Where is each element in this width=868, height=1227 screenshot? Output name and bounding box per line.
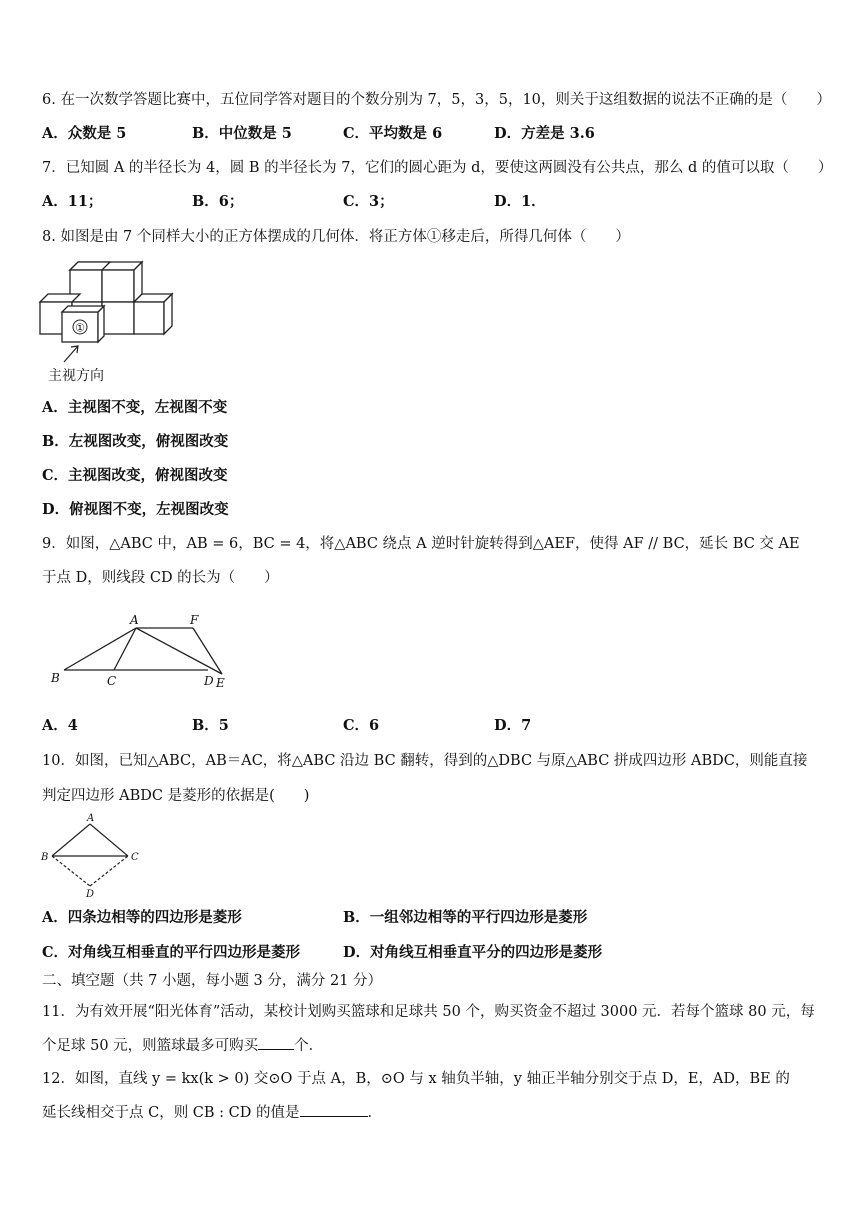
point-label-d: D bbox=[204, 674, 214, 688]
q8-figure-caption: 主视方向 bbox=[48, 368, 104, 384]
rhombus-label-b: B bbox=[41, 852, 49, 863]
q9-option-c: C．6 bbox=[343, 717, 380, 734]
q7-option-c: C．3； bbox=[343, 193, 394, 210]
q8-option-a: A．主视图不变，左视图不变 bbox=[42, 399, 228, 416]
q10-stem-line1: 10．如图，已知△ABC，AB＝AC，将△ABC 沿边 BC 翻转，得到的△DBC 与原△ABC 拼成四边形 ABDC，则能直接 bbox=[42, 753, 808, 769]
cube-marker-label: ① bbox=[75, 321, 85, 335]
q10-option-b: B．一组邻边相等的平行四边形是菱形 bbox=[343, 909, 588, 926]
q11-stem-line2 bbox=[42, 1035, 323, 1056]
point-label-a: A bbox=[130, 613, 139, 627]
rhombus-label-c: C bbox=[131, 852, 139, 863]
q7-option-b: B．6； bbox=[192, 193, 244, 210]
q10-rhombus-figure bbox=[38, 812, 148, 898]
q6-option-c: C．平均数是 6 bbox=[343, 125, 443, 142]
rhombus-label-a: A bbox=[87, 813, 95, 824]
q11-stem-line1: 11．为有效开展“阳光体育”活动，某校计划购买篮球和足球共 50 个，购买资金不超过 3000 元．若每个篮球 80 元，每 bbox=[42, 1004, 815, 1020]
q6-option-d: D．方差是 3.6 bbox=[494, 125, 595, 142]
q11-answer-blank[interactable] bbox=[258, 1035, 294, 1050]
q12-answer-blank[interactable] bbox=[300, 1102, 368, 1117]
q9-stem-line2: 于点 D，则线段 CD 的长为（ ） bbox=[42, 570, 279, 586]
q10-option-c: C．对角线互相垂直的平行四边形是菱形 bbox=[42, 944, 301, 961]
q9-option-b: B．5 bbox=[192, 717, 229, 734]
q6-option-a: A．众数是 5 bbox=[42, 125, 127, 142]
q10-option-a: A．四条边相等的四边形是菱形 bbox=[42, 909, 242, 926]
q12-stem-line2 bbox=[42, 1102, 382, 1123]
q7-stem: 7．已知圆 A 的半径长为 4，圆 B 的半径长为 7，它们的圆心距为 d，要使这两圆没有公共点，那么 d 的值可以取（ ） bbox=[42, 160, 833, 176]
q8-option-b: B．左视图改变，俯视图改变 bbox=[42, 433, 229, 450]
q8-stem: 8. 如图是由 7 个同样大小的正方体摆成的几何体．将正方体①移走后，所得几何体（ ） bbox=[42, 229, 630, 245]
point-label-c: C bbox=[107, 674, 117, 688]
q11-stem-text-b: 个． bbox=[294, 1038, 324, 1054]
q7-option-d: D．1． bbox=[494, 193, 546, 210]
q12-stem-text-b: ． bbox=[367, 1105, 382, 1121]
q12-stem-text-a: 延长线相交于点 C，则 CB : CD 的值是 bbox=[42, 1105, 300, 1121]
q8-option-d: D．俯视图不变，左视图改变 bbox=[42, 501, 229, 518]
view-direction-arrow bbox=[64, 346, 78, 362]
q9-option-d: D．7 bbox=[494, 717, 532, 734]
q12-stem-line1: 12．如图，直线 y = kx(k > 0) 交⊙O 于点 A，B，⊙O 与 x 轴负半轴，y 轴正半轴分别交于点 D，E，AD，BE 的 bbox=[42, 1071, 790, 1087]
q10-option-d: D．对角线互相垂直平分的四边形是菱形 bbox=[343, 944, 603, 961]
q6-option-b: B．中位数是 5 bbox=[192, 125, 292, 142]
q10-stem-line2: 判定四边形 ABDC 是菱形的依据是( ) bbox=[42, 788, 310, 804]
rhombus-label-d: D bbox=[86, 889, 95, 900]
q8-option-c: C．主视图改变，俯视图改变 bbox=[42, 467, 228, 484]
point-label-e: E bbox=[216, 676, 225, 690]
section-heading-fill-in: 二、填空题（共 7 小题，每小题 3 分，满分 21 分） bbox=[42, 973, 383, 989]
q9-stem-line1: 9．如图，△ABC 中，AB = 6，BC = 4，将△ABC 绕点 A 逆时针旋转得到△AEF，使得 AF // BC，延长 BC 交 AE bbox=[42, 536, 800, 552]
q7-option-a: A．11； bbox=[42, 193, 103, 210]
q9-triangle-figure bbox=[48, 610, 248, 690]
q11-stem-text-a: 个足球 50 元，则篮球最多可购买 bbox=[42, 1038, 259, 1054]
q6-stem: 6. 在一次数学答题比赛中，五位同学答对题目的个数分别为 7，5，3，5，10，则关于这组数据的说法不正确的是（ ） bbox=[42, 92, 831, 108]
point-label-b: B bbox=[51, 671, 60, 685]
q9-option-a: A．4 bbox=[42, 717, 78, 734]
point-label-f: F bbox=[190, 613, 199, 627]
